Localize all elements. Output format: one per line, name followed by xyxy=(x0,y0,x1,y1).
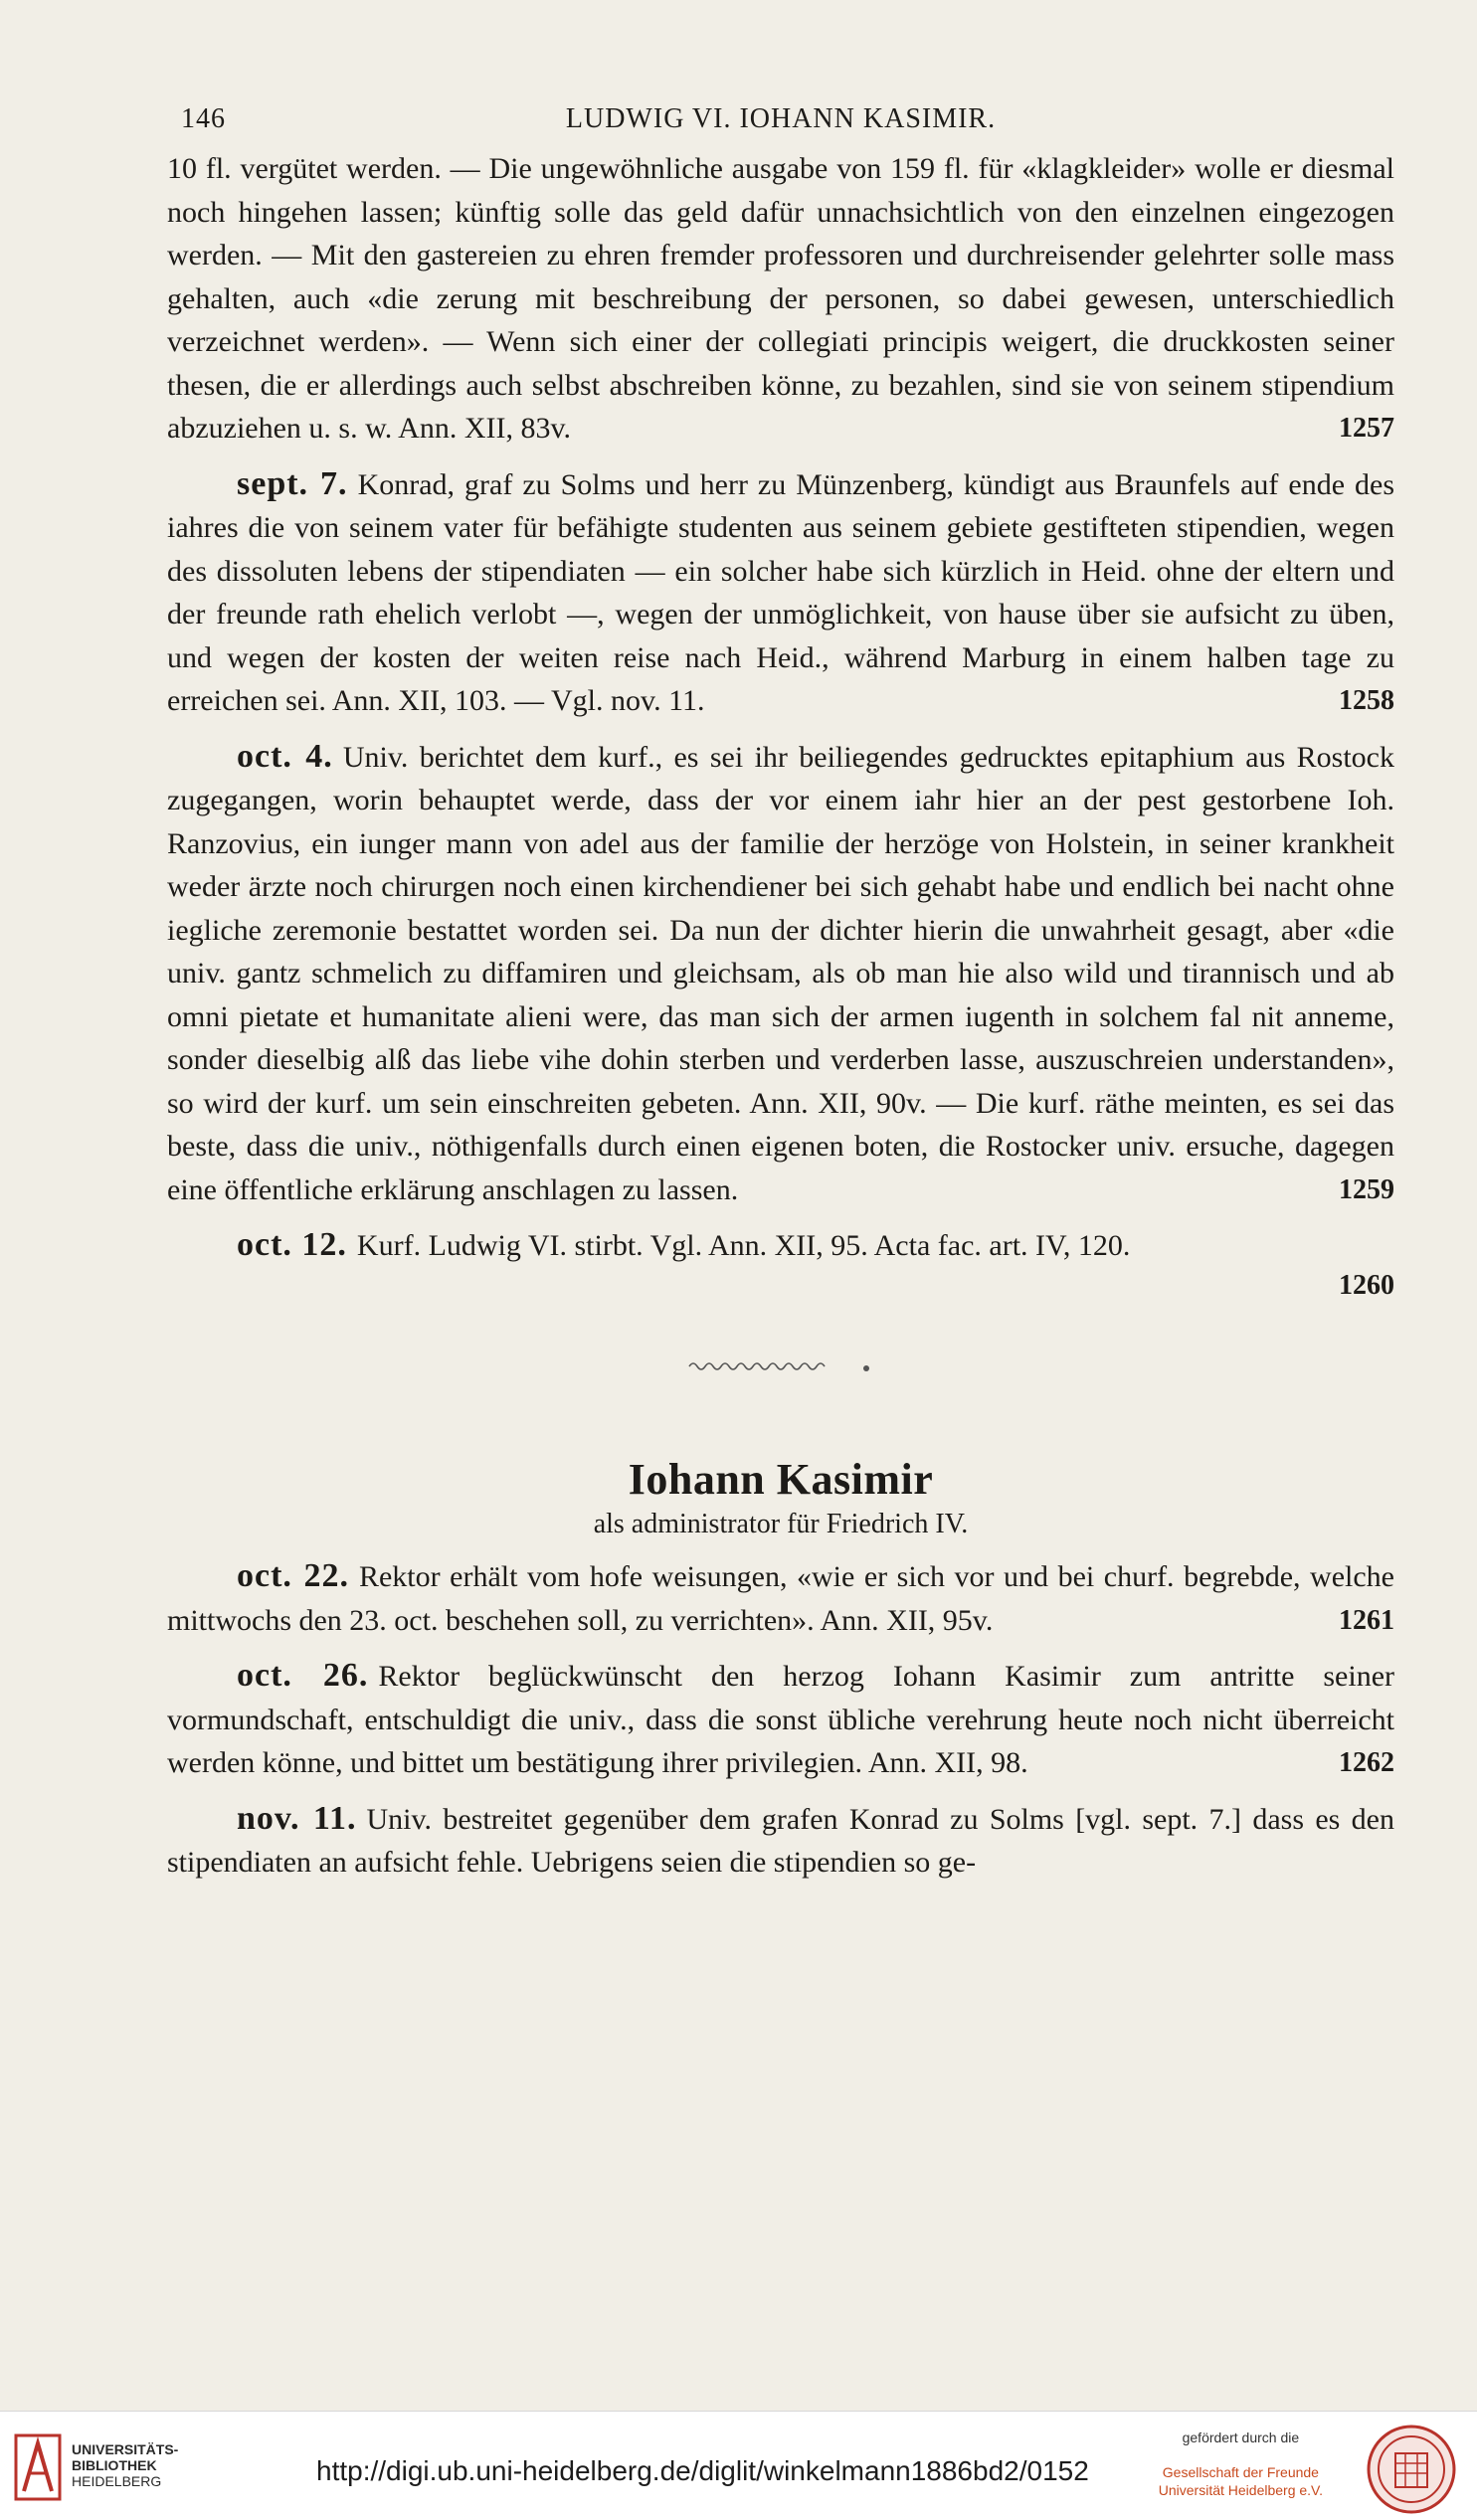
library-name-line: HEIDELBERG xyxy=(72,2473,162,2489)
page-number: 146 xyxy=(181,103,226,134)
entry-text: Univ. berichtet dem kurf., es sei ihr beiliegendes gedrucktes epitaphium aus Rostock zugegangen, worin behauptet werde, dass der vor einem iahr hier an der pest gestorbene Ioh. Ranzovius, ein iunger mann von adel aus der familie der herzöge von Holstein, in seiner krankheit weder ärzte noch chirurgen noch einen kirchendiener bei sich gehabt habe und endlich bei nacht ohne iegliche zeremonie bestattet worden sei. Da nun der dichter hierin die unwahrheit gesagt, aber «die univ. gantz schmelich zu diffamiren und gleichsam, als ob man hie also wild und tirannisch und ab omni pietate et humanitate alieni were, das man sich der armen iugenth in solchem fal nit anneme, sonder dieselbig alß das liebe vihe dohin sterben und verderben lasse, auszuschreien understanden», so wird der kurf. um sein einschreiten gebeten. Ann. XII, 90v. — Die kurf. räthe meinten, es sei das beste, dass die univ., nöthigenfalls durch einen eigenen boten, die Rostocker univ. ersuche, dagegen eine öffentliche erklärung anschlagen zu lassen. xyxy=(167,740,1395,1206)
sponsor-name: Universität Heidelberg e.V. xyxy=(1158,2482,1323,2498)
digitization-footer xyxy=(0,2411,1477,2520)
entry-text: Kurf. Ludwig VI. stirbt. Vgl. Ann. XII, 95. Acta fac. art. IV, 120. xyxy=(356,1229,1131,1262)
library-name-line: UNIVERSITÄTS- xyxy=(72,2441,179,2457)
university-seal-icon xyxy=(1366,2424,1457,2515)
library-name xyxy=(72,2441,178,2489)
ornament-divider xyxy=(167,1354,1394,1384)
entry-text: Rektor erhält vom hofe weisungen, «wie er sich vor und bei churf. begrebde, welche mittwochs den 23. oct. beschehen soll, zu verrichten». Ann. XII, 95v. xyxy=(167,1560,1394,1637)
running-title: LUDWIG VI. IOHANN KASIMIR. xyxy=(565,103,997,134)
entry-1261 xyxy=(167,1554,1394,1642)
entry-number: 1262 xyxy=(1339,1747,1394,1778)
entry-1258 xyxy=(167,462,1394,723)
entry-date: oct. 22. xyxy=(237,1557,349,1594)
entry-date: oct. 26. xyxy=(237,1657,369,1694)
entry-number: 1259 xyxy=(1339,1173,1394,1205)
wavy-line-icon xyxy=(681,1354,880,1378)
entry-date: oct. 4. xyxy=(237,737,333,775)
library-name-line: BIBLIOTHEK xyxy=(72,2457,157,2473)
page-header xyxy=(167,91,1394,147)
entry-text: Rektor beglückwünscht den herzog Iohann Kasimir zum antritte seiner vormundschaft, entschuldigt die univ., dass die sonst übliche verehrung heute noch nicht überreicht werden könne, und bittet um bestätigung ihrer privilegien. Ann. XII, 98. xyxy=(167,1660,1394,1779)
page-body xyxy=(167,91,1394,1896)
entry-number: 1260 xyxy=(1339,1269,1394,1301)
entry-number: 1258 xyxy=(1339,685,1394,716)
sponsor-name: Gesellschaft der Freunde xyxy=(1162,2464,1319,2480)
entry-text: Univ. bestreitet gegenüber dem grafen Konrad zu Solms [vgl. sept. 7.] dass es den stipendiaten an aufsicht fehle. Uebrigens seien die stipendien so ge- xyxy=(167,1802,1394,1879)
entry-1260 xyxy=(167,1223,1394,1307)
section-subtitle: als administrator für Friedrich IV. xyxy=(593,1509,969,1539)
entry-text: Konrad, graf zu Solms und herr zu Münzenberg, kündigt aus Braunfels auf ende des iahres die von seinem vater für befähigte studenten aus seinem gebiete gestifteten stipendien, wegen des dissoluten lebens der stipendiaten — ein solcher habe sich kürzlich in Heid. ohne der eltern und der freunde rath ehelich verlobt —, wegen der unmöglichkeit, von hause über sie aufsicht zu üben, und wegen der kosten der weiten reise nach Heid., während Marburg in einem halben tage zu erreichen sei. Ann. XII, 103. — Vgl. nov. 11. xyxy=(167,467,1394,717)
ub-heidelberg-logo-icon xyxy=(14,2431,62,2503)
section-title: Iohann Kasimir xyxy=(628,1455,934,1504)
entry-1259 xyxy=(167,735,1394,1212)
entry-number: 1261 xyxy=(1339,1604,1394,1636)
entry-date: nov. 11. xyxy=(237,1799,357,1837)
entry-text: 10 fl. vergütet werden. — Die ungewöhnliche ausgabe von 159 fl. für «klagkleider» wolle er diesmal noch hingehen lassen; künftig solle das geld dafür unnachsichtlich von den einzelnen eingezogen werden. — Mit den gastereien zu ehren fremder professoren und durchreisender gelehrter solle mass gehalten, auch «die zerung mit beschreibung der personen, so dabei gewesen, unterschiedlich verzeichnet werden». — Wenn sich einer der collegiati principis weigert, die druckkosten seiner thesen, die er allerdings auch selbst abschreiben könne, zu bezahlen, sind sie von seinem stipendium abzuziehen u. s. w. Ann. XII, 83v. xyxy=(167,152,1394,445)
entry-date: oct. 12. xyxy=(237,1226,347,1263)
entry-1257 xyxy=(167,147,1394,450)
entry-date: sept. 7. xyxy=(237,464,348,502)
sponsor-label: gefördert durch die xyxy=(1182,2430,1300,2445)
permalink-url[interactable]: http://digi.ub.uni-heidelberg.de/diglit/winkelmann1886bd2/0152 xyxy=(316,2455,1089,2486)
entry-1262 xyxy=(167,1654,1394,1785)
sponsor-credit xyxy=(1159,2430,1323,2499)
entry-number: 1257 xyxy=(1339,413,1394,444)
entry-nov-11 xyxy=(167,1797,1394,1885)
